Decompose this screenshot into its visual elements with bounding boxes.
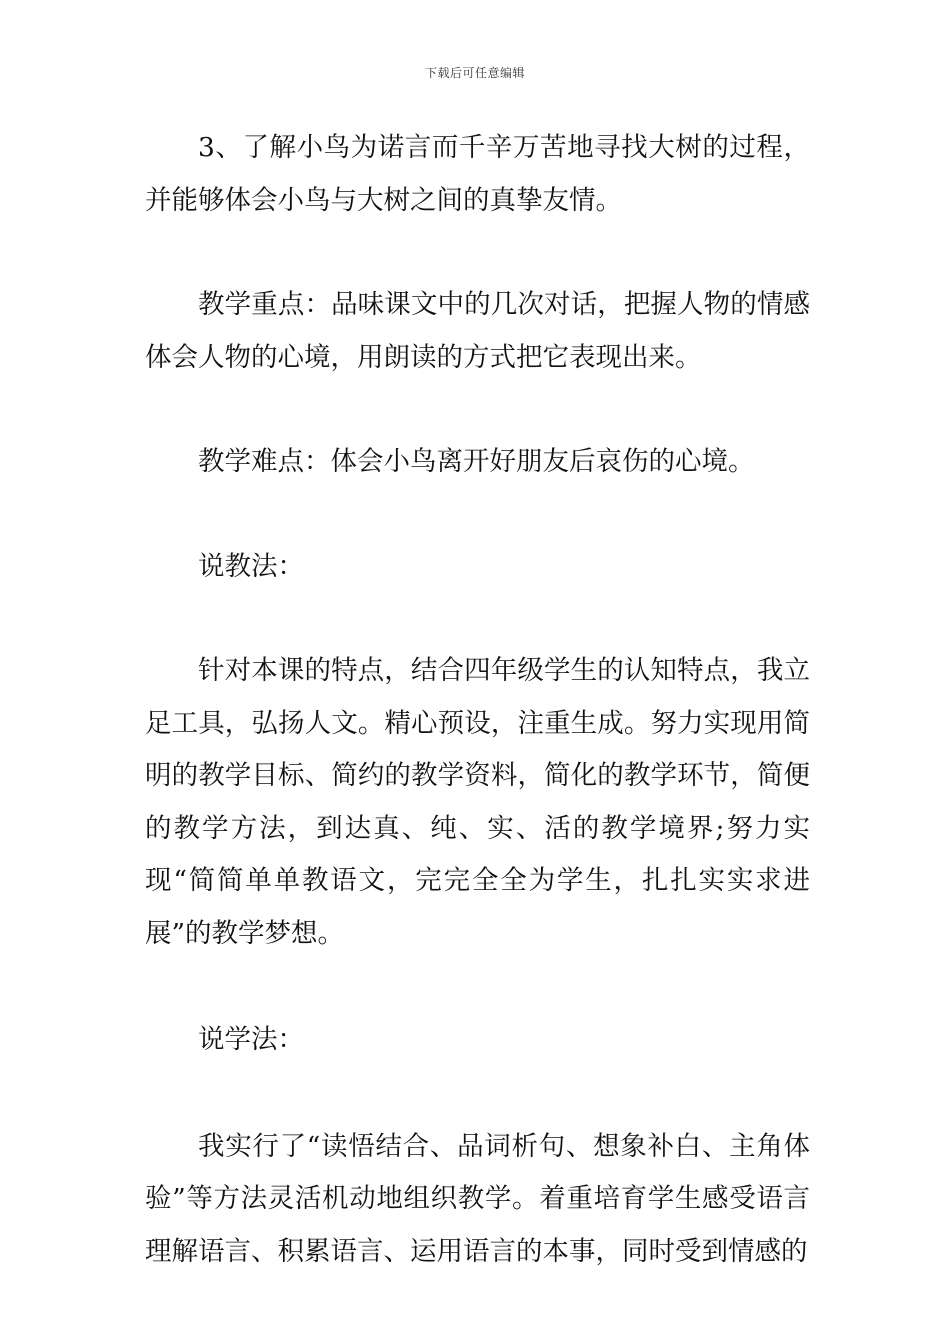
paragraph-teaching-method: 针对本课的特点，结合四年级学生的认知特点，我立足工具，弘扬人文。精心预设，注重生成。努力实现用简明的教学目标、简约的教学资料，简化的教学环节，简便的教学方法，到达真、纯、实、活的教学境界;努力实现“简简单单教语文，完完全全为学生，扎扎实实求进展”的教学梦想。 [145, 655, 810, 949]
heading-learning-method: 说学法： [198, 1024, 304, 1055]
paragraph-key-points: 教学重点：品味课文中的几次对话，把握人物的情感体会人物的心境，用朗读的方式把它表现出来。 [145, 289, 810, 373]
paragraph-difficulties: 教学难点：体会小鸟离开好朋友后哀伤的心境。 [198, 446, 755, 477]
heading-teaching-method: 说教法： [198, 550, 304, 582]
page-header: 下载后可任意编辑 [424, 66, 525, 80]
document-body [145, 122, 810, 1278]
paragraph-objective-3: 3、了解小鸟为诺言而千辛万苦地寻找大树的过程，并能够体会小鸟与大树之间的真挚友情。 [145, 132, 810, 216]
paragraph-learning-method: 我实行了“读悟结合、品词析句、想象补白、主角体验”等方法灵活机动地组织教学。着重培育学生感受语言理解语言、积累语言、运用语言的本事，同时受到情感的 [145, 1130, 810, 1267]
